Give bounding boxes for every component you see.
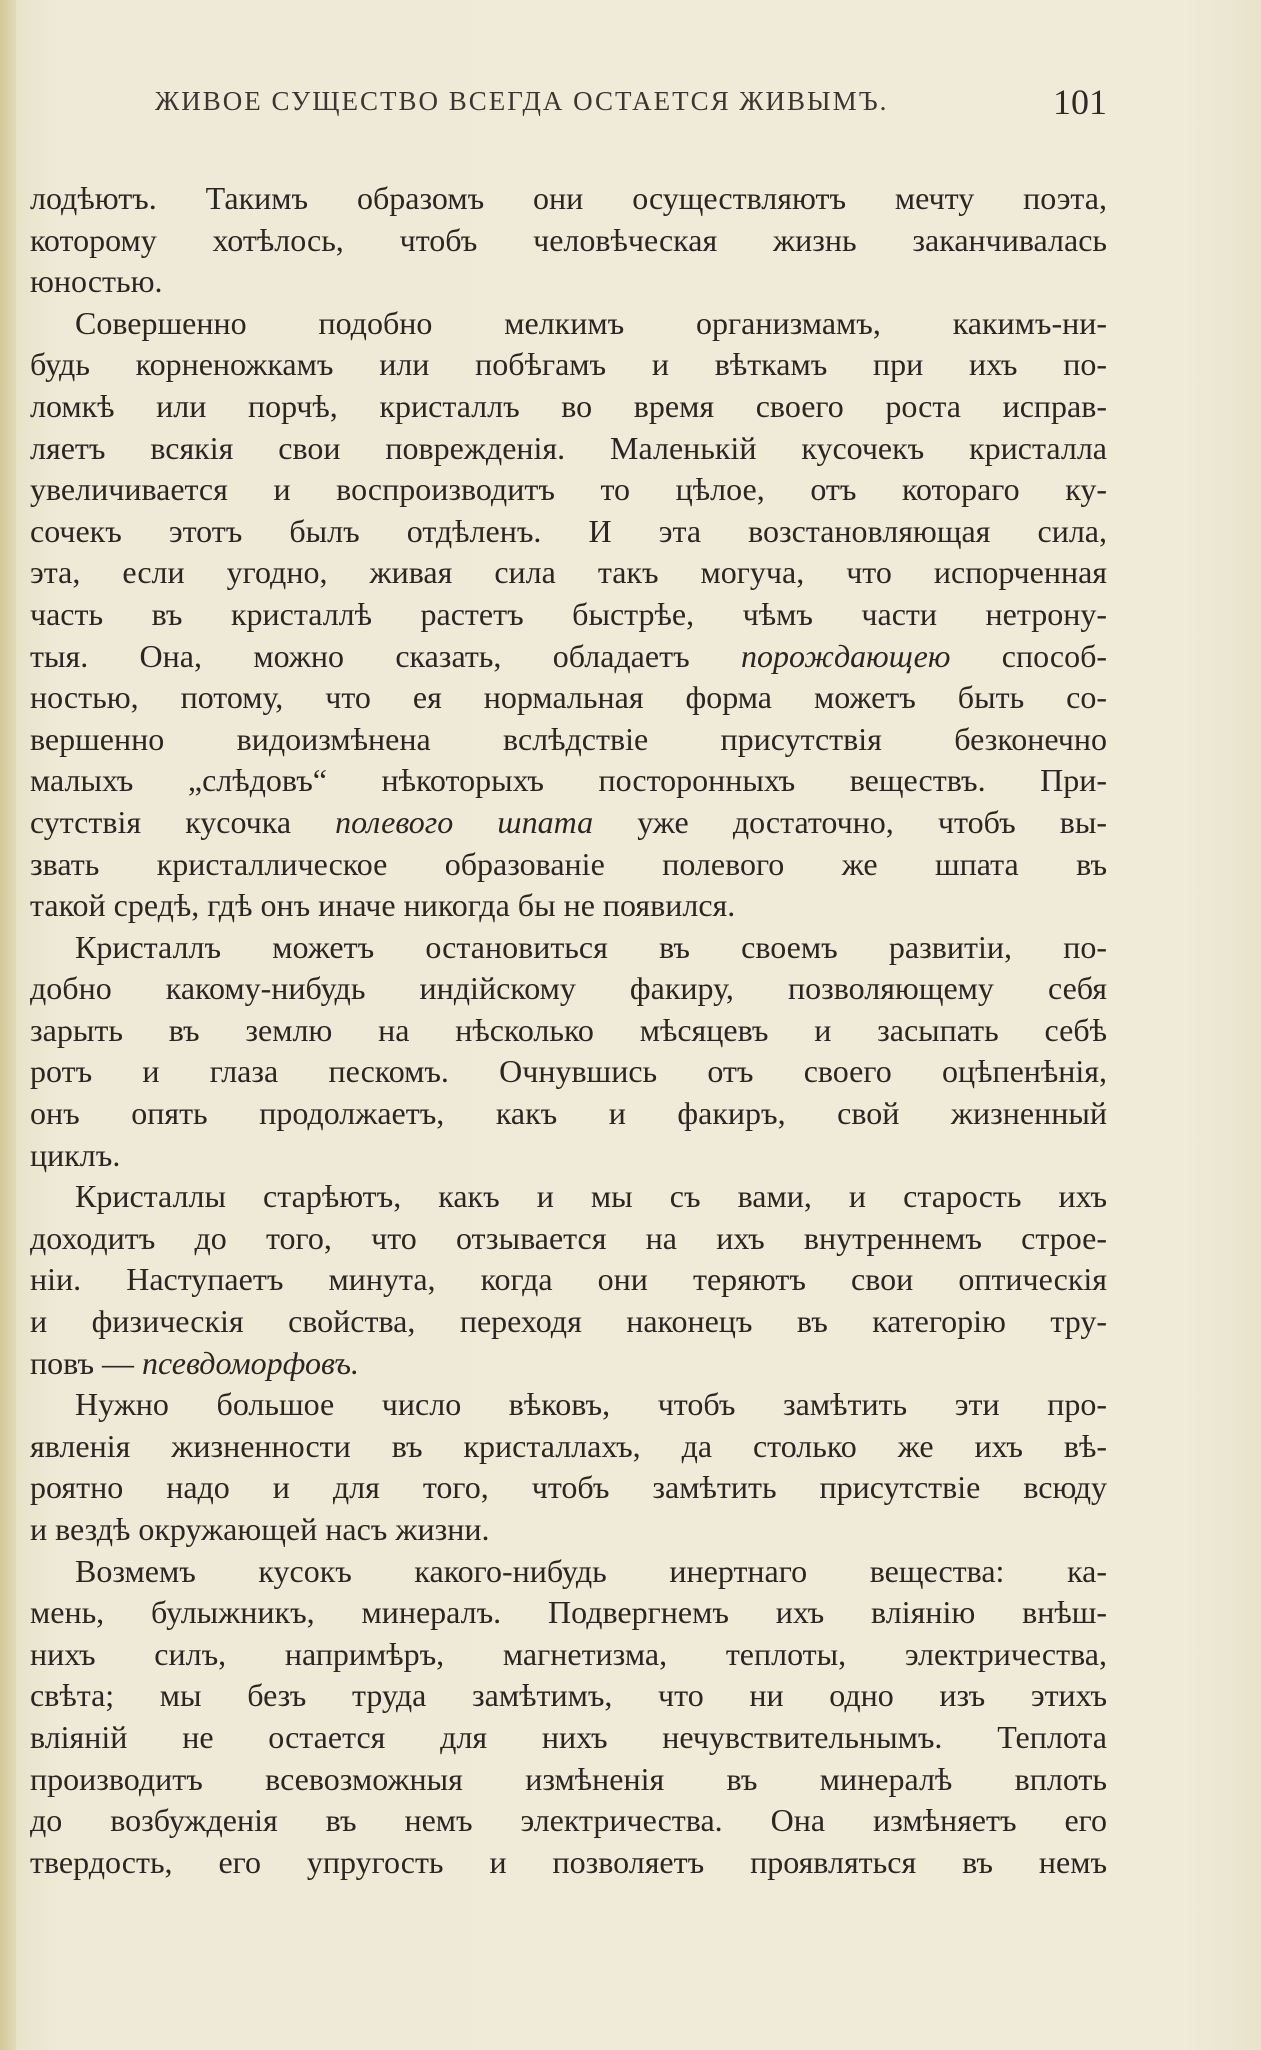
text-line [30,1343,1107,1385]
text-line: вершенно видоизмѣнена вслѣдствіе присутствія безконечно [30,720,1107,757]
text-run: сутствія кусочка [30,803,336,840]
italic-term: порождающею [740,637,951,674]
text-line: ломкѣ или порчѣ, кристаллъ во время своего роста исправ- [30,387,1107,424]
text-run: уже достаточно, чтобъ вы- [593,803,1107,840]
text-line [30,802,1107,844]
text-line: онъ опять продолжаетъ, какъ и факиръ, свой жизненный [30,1095,1107,1132]
text-line: такой средѣ, гдѣ онъ иначе никогда бы не появился. [30,887,736,924]
text-line: вліяній не остается для нихъ нечувствительнымъ. Теплота [30,1718,1107,1755]
page-number: 101 [1053,82,1107,122]
text-line: звать кристаллическое образованіе полевого же шпата въ [30,845,1107,882]
text-line: ніи. Наступаетъ минута, когда они теряютъ свои оптическія [30,1261,1107,1298]
text-line: зарыть въ землю на нѣсколько мѣсяцевъ и засыпать себѣ [30,1011,1107,1048]
text-line: ляетъ всякія свои поврежденія. Маленькій кусочекъ кристалла [30,429,1107,466]
text-run: тыя. Она, можно сказать, обладаетъ [30,637,741,674]
text-line [30,636,1107,678]
text-line: роятно надо и для того, чтобъ замѣтить присутствіе всюду [30,1469,1107,1506]
text-line: твердость, его упругость и позволяетъ проявляться въ немъ [30,1843,1107,1880]
italic-term: псевдоморфовъ. [141,1344,360,1381]
text-line: ротъ и глаза пескомъ. Очнувшись отъ своего оцѣпенѣнія, [30,1053,1107,1090]
italic-term: полевого шпата [335,803,594,840]
text-line: юностью. [30,263,163,300]
paragraph-start: Совершенно подобно мелкимъ организмамъ, какимъ-ни- [75,304,1107,341]
paragraph-start: Нужно большое число вѣковъ, чтобъ замѣтить эти про- [75,1386,1107,1423]
text-line: часть въ кристаллѣ растетъ быстрѣе, чѣмъ части нетрону- [30,595,1107,632]
text-line: циклъ. [30,1136,121,1173]
text-line: будь корненожкамъ или побѣгамъ и вѣткамъ при ихъ по- [30,346,1107,383]
text-run: способ- [950,637,1107,674]
text-line: доходитъ до того, что отзывается на ихъ внутреннемъ строе- [30,1219,1107,1256]
text-line: производитъ всевозможныя измѣненія въ минералѣ вплоть [30,1760,1107,1797]
body-text [30,178,1107,1883]
text-line: явленія жизненности въ кристаллахъ, да столько же ихъ вѣ- [30,1427,1107,1464]
text-line: до возбужденія въ немъ электричества. Она измѣняетъ его [30,1802,1107,1839]
text-line: нихъ силъ, напримѣръ, магнетизма, теплоты, электричества, [30,1635,1107,1672]
text-line: эта, если угодно, живая сила такъ могуча, что испорченная [30,554,1107,591]
paragraph-start: Возмемъ кусокъ какого-нибудь инертнаго вещества: ка- [75,1552,1107,1589]
text-line: увеличивается и воспроизводитъ то цѣлое, отъ котораго ку- [30,471,1107,508]
page-header [30,82,1107,126]
text-line: малыхъ „слѣдовъ“ нѣкоторыхъ посторонныхъ веществъ. При- [30,762,1107,799]
running-title: ЖИВОЕ СУЩЕСТВО ВСЕГДА ОСТАЕТСЯ ЖИВЫМЪ. [155,86,889,116]
text-run: повъ — [30,1344,142,1381]
page-binding-edge [0,0,16,2050]
paragraph-start: Кристаллы старѣютъ, какъ и мы съ вами, и старость ихъ [75,1178,1107,1215]
text-line: и физическія свойства, переходя наконецъ въ категорію тру- [30,1303,1107,1340]
text-line: и вездѣ окружающей насъ жизни. [30,1511,490,1547]
text-line: которому хотѣлось, чтобъ человѣческая жизнь заканчивалась [30,221,1107,258]
paragraph-start: Кристаллъ можетъ остановиться въ своемъ развитіи, по- [75,928,1107,965]
text-line: сочекъ этотъ былъ отдѣленъ. И эта возстановляющая сила, [30,512,1107,549]
text-line: свѣта; мы безъ труда замѣтимъ, что ни одно изъ этихъ [30,1677,1107,1714]
text-line: добно какому-нибудь индійскому факиру, позволяющему себя [30,970,1107,1007]
text-line: мень, булыжникъ, минералъ. Подвергнемъ ихъ вліянію внѣш- [30,1594,1107,1631]
text-line: лодѣютъ. Такимъ образомъ они осуществляютъ мечту поэта, [30,180,1107,216]
text-line: ностью, потому, что ея нормальная форма можетъ быть со- [30,679,1107,716]
